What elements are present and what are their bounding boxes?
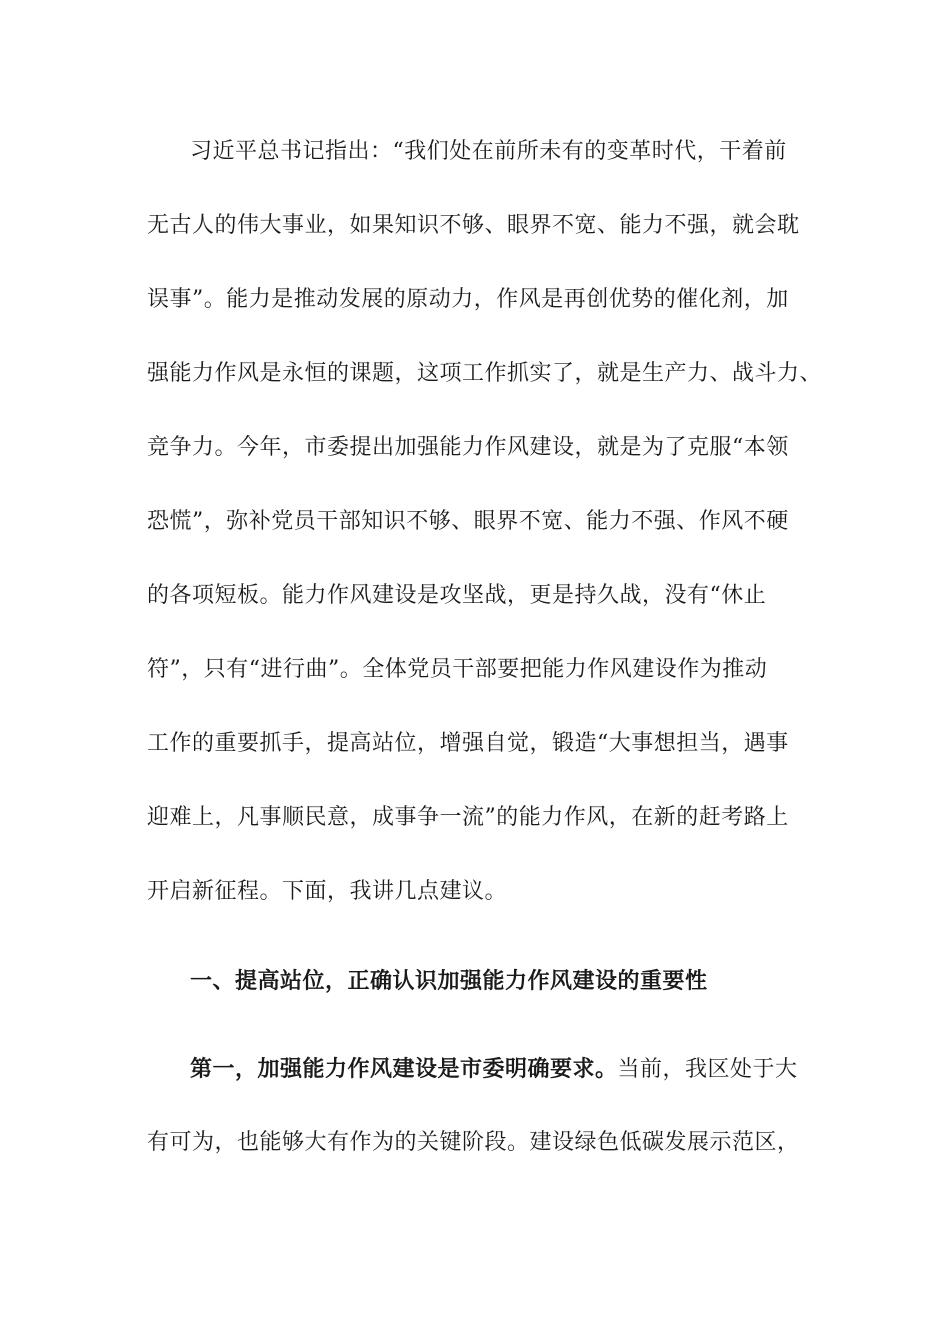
intro-line-2: 无古人的伟大事业，如果知识不够、眼界不宽、能力不强，就会耽 bbox=[147, 213, 800, 238]
point-1-title: 第一，加强能力作风建设是市委明确要求。 bbox=[190, 1056, 618, 1082]
intro-line-7: 的各项短板。能力作风建设是攻坚战，更是持久战，没有“休止 bbox=[147, 583, 767, 608]
point-1-line-2: 有可为，也能够大有作为的关键阶段。建设绿色低碳发展示范区， bbox=[147, 1130, 800, 1155]
point-1-line-1 bbox=[190, 1054, 798, 1084]
intro-line-8: 符”，只有“进行曲”。全体党员干部要把能力作风建设作为推动 bbox=[147, 657, 768, 682]
intro-line-11: 开启新征程。下面，我讲几点建议。 bbox=[147, 879, 508, 904]
intro-line-4: 强能力作风是永恒的课题，这项工作抓实了，就是生产力、战斗力、 bbox=[147, 361, 823, 386]
intro-line-3: 误事”。能力是推动发展的原动力，作风是再创优势的催化剂，加 bbox=[147, 287, 789, 312]
section-heading: 一、提高站位，正确认识加强能力作风建设的重要性 bbox=[190, 968, 708, 994]
intro-line-5: 竞争力。今年，市委提出加强能力作风建设，就是为了克服“本领 bbox=[147, 435, 789, 460]
intro-line-6: 恐慌”，弥补党员干部知识不够、眼界不宽、能力不强、作风不硬 bbox=[147, 509, 789, 534]
point-1-text: 当前，我区处于大 bbox=[617, 1057, 798, 1082]
intro-line-10: 迎难上，凡事顺民意，成事争一流”的能力作风，在新的赶考路上 bbox=[147, 805, 789, 830]
intro-line-9: 工作的重要抓手，提高站位，增强自觉，锻造“大事想担当，遇事 bbox=[147, 731, 789, 756]
intro-line-1: 习近平总书记指出：“我们处在前所未有的变革时代，干着前 bbox=[190, 139, 787, 164]
